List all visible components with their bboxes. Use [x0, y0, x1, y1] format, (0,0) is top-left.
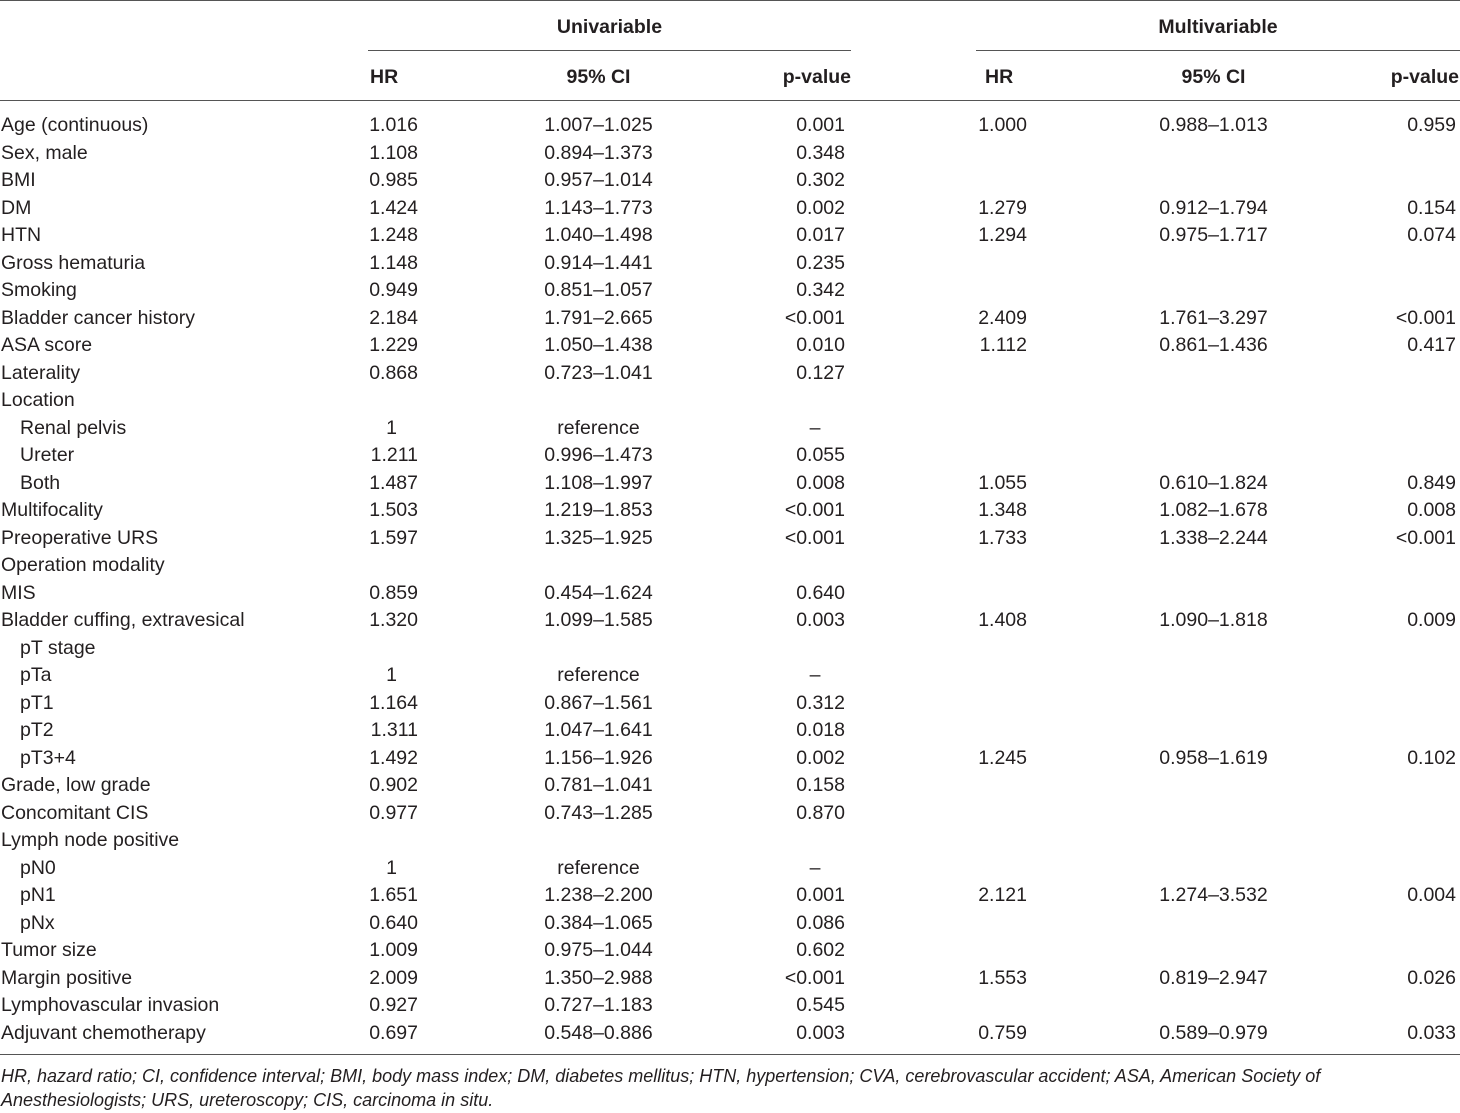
table-row	[0, 690, 1460, 718]
multivariable-ci-cell: 0.819–2.947	[1159, 966, 1268, 989]
univariable-hr-cell: 1.424	[369, 196, 418, 219]
univariable-pvalue-cell: 0.348	[796, 141, 845, 164]
univariable-pvalue-cell: 0.002	[796, 196, 845, 219]
univariable-ci-cell: 1.791–2.665	[544, 306, 653, 329]
univariable-hr-cell: 0.949	[369, 279, 418, 301]
univariable-hr-cell: 1.108	[369, 141, 418, 164]
multivariable-hr-cell: 1.055	[978, 471, 1027, 494]
row-label: ASA score	[1, 334, 93, 356]
multivariable-pvalue-cell: 0.033	[1407, 1021, 1456, 1044]
multivariable-pvalue-cell: <0.001	[1395, 526, 1456, 549]
multivariable-pvalue-cell: 0.026	[1407, 966, 1456, 989]
row-label: Bladder cancer history	[1, 306, 196, 329]
table-row	[0, 305, 1460, 333]
header-bottom-rule	[0, 100, 1460, 101]
univariable-pvalue-cell: 0.545	[796, 994, 845, 1016]
univariable-ci-cell: 0.781–1.041	[544, 774, 653, 796]
multivariable-pvalue-cell: 0.009	[1407, 609, 1456, 631]
univariable-hr-cell: 1.248	[369, 224, 418, 246]
row-label: Grade, low grade	[1, 774, 151, 796]
row-label: pT1	[20, 691, 54, 714]
table-row	[0, 112, 1460, 140]
univariable-hr-cell: 1.487	[369, 471, 418, 494]
multivariable-hr-cell: 1.112	[979, 334, 1027, 356]
table-row	[0, 332, 1460, 360]
multivariable-group-rule	[976, 50, 1460, 51]
univariable-pvalue-cell: 0.086	[796, 911, 845, 934]
row-label: pT2	[20, 719, 54, 741]
univariable-pvalue-cell: 0.235	[796, 251, 845, 274]
table-row	[0, 882, 1460, 910]
table-row	[0, 965, 1460, 993]
univariable-pvalue-cell: 0.602	[796, 939, 845, 961]
table-row	[0, 745, 1460, 773]
table-row	[0, 992, 1460, 1020]
univariable-ci-cell: 1.007–1.025	[544, 114, 653, 136]
univariable-ci-cell: 1.238–2.200	[544, 884, 653, 906]
univariable-hr-cell: 1.016	[369, 114, 418, 136]
multivariable-ci-cell: 0.912–1.794	[1159, 196, 1268, 219]
multivariable-hr-cell: 1.000	[978, 114, 1027, 136]
table-row	[0, 800, 1460, 828]
univariable-hr-cell: 1.651	[369, 884, 418, 906]
univariable-pvalue-cell: 0.640	[796, 581, 845, 604]
multivariable-ci-cell: 1.090–1.818	[1159, 609, 1268, 631]
univariable-ci-cell: 1.350–2.988	[544, 966, 653, 989]
multivariable-pvalue-cell: 0.849	[1407, 471, 1456, 494]
univariable-hr-cell: 1	[386, 664, 397, 686]
univariable-pvalue-cell: 0.018	[796, 719, 845, 741]
univariable-hr-cell: 1.148	[369, 251, 418, 274]
univariable-hr-cell: 1	[386, 416, 397, 439]
row-label: pN0	[20, 856, 56, 879]
univariable-ci-cell: 0.867–1.561	[544, 691, 653, 714]
univariable-ci-cell: 1.099–1.585	[544, 609, 653, 631]
univariable-ci-cell: 0.851–1.057	[544, 279, 653, 301]
univariable-pvalue-cell: –	[809, 416, 821, 439]
multivariable-ci-cell: 0.589–0.979	[1159, 1021, 1268, 1044]
table-row	[0, 442, 1460, 470]
table-row	[0, 470, 1460, 498]
univariable-ci-cell: 0.384–1.065	[544, 911, 653, 934]
row-label: Lymph node positive	[1, 829, 180, 851]
table-row	[0, 250, 1460, 278]
multivariable-ci-cell: 1.338–2.244	[1159, 526, 1268, 549]
row-label: pTa	[20, 664, 52, 686]
multivariable-hr-cell: 0.759	[978, 1021, 1027, 1044]
univariable-hr-cell: 0.902	[369, 774, 418, 796]
univariable-pvalue-cell: 0.127	[796, 361, 845, 384]
row-label: MIS	[1, 581, 36, 604]
table-body	[0, 112, 1460, 1047]
multivariable-hr-cell: 1.294	[978, 224, 1027, 246]
row-label: Smoking	[1, 279, 77, 301]
table-row	[0, 497, 1460, 525]
univariable-hr-cell: 1.164	[369, 691, 418, 714]
table-row	[0, 525, 1460, 553]
table-row	[0, 277, 1460, 305]
univariable-group-rule	[368, 50, 851, 51]
univariable-ci-cell: 1.219–1.853	[544, 499, 653, 521]
univariable-ci-cell: reference	[557, 856, 640, 879]
row-label: DM	[1, 196, 32, 219]
multivariable-ci-cell: 0.861–1.436	[1159, 334, 1268, 356]
univariable-pvalue-cell: 0.158	[796, 774, 845, 796]
row-label: Operation modality	[1, 554, 165, 576]
table-row	[0, 827, 1460, 855]
univariable-pvalue-cell: 0.001	[796, 114, 845, 136]
univariable-ci-cell: 0.996–1.473	[544, 444, 653, 466]
univariable-pvalue-cell: –	[809, 856, 821, 879]
univariable-ci-cell: 0.894–1.373	[544, 141, 653, 164]
univariable-ci-cell: 1.108–1.997	[544, 471, 653, 494]
univariable-pvalue-cell: 0.017	[796, 224, 845, 246]
multivariable-hr-cell: 1.348	[978, 499, 1027, 521]
univariable-pvalue-cell: 0.312	[796, 691, 845, 714]
table-row	[0, 552, 1460, 580]
univariable-ci-cell: 0.723–1.041	[544, 361, 653, 384]
multivariable-pvalue-cell: 0.959	[1407, 114, 1456, 136]
univariable-pvalue-cell: 0.003	[796, 1021, 845, 1044]
multivariable-ci-cell: 1.274–3.532	[1159, 884, 1268, 906]
row-label: pT stage	[20, 636, 96, 659]
multivariable-hr-cell: 2.409	[978, 306, 1027, 329]
multivariable-pvalue-cell: 0.102	[1407, 746, 1456, 769]
univariable-hr-cell: 0.859	[369, 581, 418, 604]
row-label: Bladder cuffing, extravesical	[1, 609, 245, 631]
row-label: Both	[20, 471, 61, 494]
table-row	[0, 222, 1460, 250]
table-row	[0, 635, 1460, 663]
table-row	[0, 717, 1460, 745]
table-footnote: HR, hazard ratio; CI, confidence interval; BMI, body mass index; DM, diabetes mellitus; HTN, hypertension; CVA, cerebrovascular accident; ASA, American Society of Anesthesiologists; URS, ureteroscopy; CIS, carcinoma in situ.	[1, 1066, 1321, 1110]
univariable-ci-cell: 1.050–1.438	[544, 334, 653, 356]
row-label: BMI	[1, 169, 36, 191]
univariable-hr-cell: 1.229	[369, 334, 418, 356]
table-row	[0, 360, 1460, 388]
row-label: HTN	[1, 224, 42, 246]
multivariable-hr-cell: 1.733	[978, 526, 1027, 549]
univariable-ci-cell: 0.975–1.044	[544, 939, 653, 961]
univariable-ci-cell: 1.325–1.925	[544, 526, 653, 549]
table-row	[0, 662, 1460, 690]
table-row	[0, 387, 1460, 415]
row-label: Tumor size	[1, 939, 97, 961]
multivariable-ci-cell: 0.975–1.717	[1159, 224, 1268, 246]
multivariable-hr-cell: 1.553	[978, 966, 1027, 989]
univariable-hr-cell: 1.503	[369, 499, 418, 521]
univariable-hr-cell: 1	[386, 856, 397, 879]
table-row	[0, 1020, 1460, 1048]
row-label: Gross hematuria	[1, 251, 146, 274]
multivariable-pvalue-cell: 0.004	[1407, 884, 1456, 906]
col-header-univariable-pvalue: p-value	[782, 66, 851, 88]
table-row	[0, 772, 1460, 800]
univariable-hr-cell: 0.927	[369, 994, 418, 1016]
univariable-hr-cell: 0.977	[369, 801, 418, 824]
univariable-ci-cell: 0.727–1.183	[544, 994, 653, 1016]
col-header-univariable-hr: HR	[370, 66, 399, 88]
univariable-ci-cell: 1.156–1.926	[544, 746, 653, 769]
row-label: Renal pelvis	[20, 416, 127, 439]
row-label: Multifocality	[1, 499, 103, 521]
multivariable-ci-cell: 0.958–1.619	[1159, 746, 1268, 769]
univariable-pvalue-cell: 0.870	[796, 801, 845, 824]
univariable-pvalue-cell: 0.003	[796, 609, 845, 631]
univariable-hr-cell: 1.320	[369, 609, 418, 631]
row-label: pT3+4	[20, 746, 76, 769]
multivariable-hr-cell: 1.408	[978, 609, 1027, 631]
univariable-pvalue-cell: 0.001	[796, 884, 845, 906]
univariable-hr-cell: 1.492	[369, 746, 418, 769]
multivariable-hr-cell: 1.245	[978, 746, 1027, 769]
table-row	[0, 167, 1460, 195]
row-label: Concomitant CIS	[1, 801, 149, 824]
multivariable-hr-cell: 2.121	[978, 884, 1027, 906]
row-label: Lymphovascular invasion	[1, 994, 220, 1016]
univariable-hr-cell: 2.184	[369, 306, 418, 329]
univariable-pvalue-cell: 0.342	[796, 279, 845, 301]
univariable-pvalue-cell: –	[809, 664, 821, 686]
col-header-univariable-ci: 95% CI	[566, 66, 631, 88]
univariable-hr-cell: 0.985	[369, 169, 418, 191]
multivariable-hr-cell: 1.279	[978, 196, 1027, 219]
univariable-ci-cell: 1.040–1.498	[544, 224, 653, 246]
univariable-hr-cell: 1.009	[369, 939, 418, 961]
univariable-pvalue-cell: <0.001	[784, 526, 845, 549]
col-header-multivariable-ci: 95% CI	[1181, 66, 1246, 88]
multivariable-ci-cell: 0.988–1.013	[1159, 114, 1268, 136]
multivariable-pvalue-cell: 0.417	[1407, 334, 1456, 356]
univariable-ci-cell: 0.548–0.886	[544, 1021, 653, 1044]
univariable-ci-cell: 0.743–1.285	[544, 801, 653, 824]
univariable-pvalue-cell: 0.302	[796, 169, 845, 191]
univariable-hr-cell: 2.009	[369, 966, 418, 989]
table-row	[0, 937, 1460, 965]
univariable-ci-cell: 0.914–1.441	[544, 251, 653, 274]
univariable-ci-cell: 1.143–1.773	[544, 196, 653, 219]
table-top-rule	[0, 0, 1460, 1]
univariable-hr-cell: 0.640	[369, 911, 418, 934]
table-bottom-rule	[0, 1054, 1460, 1055]
univariable-pvalue-cell: 0.010	[796, 334, 845, 356]
univariable-pvalue-cell: <0.001	[784, 966, 845, 989]
row-label: Sex, male	[1, 141, 88, 164]
univariable-group-header: Univariable	[556, 16, 663, 38]
univariable-hr-cell: 0.697	[369, 1021, 418, 1044]
univariable-pvalue-cell: 0.055	[796, 444, 845, 466]
col-header-multivariable-hr: HR	[985, 66, 1014, 88]
table-row	[0, 910, 1460, 938]
row-label: pNx	[20, 911, 55, 934]
table-row	[0, 607, 1460, 635]
row-label: Laterality	[1, 361, 81, 384]
univariable-hr-cell: 0.868	[369, 361, 418, 384]
multivariable-pvalue-cell: <0.001	[1395, 306, 1456, 329]
univariable-ci-cell: 1.047–1.641	[544, 719, 653, 741]
univariable-ci-cell: reference	[557, 664, 640, 686]
univariable-pvalue-cell: <0.001	[784, 306, 845, 329]
row-label: Adjuvant chemotherapy	[1, 1021, 206, 1044]
row-label: Age (continuous)	[1, 114, 149, 136]
univariable-pvalue-cell: <0.001	[784, 499, 845, 521]
row-label: Preoperative URS	[1, 526, 159, 549]
univariable-hr-cell: 1.311	[370, 719, 418, 741]
table-row	[0, 415, 1460, 443]
univariable-pvalue-cell: 0.008	[796, 471, 845, 494]
table-row	[0, 580, 1460, 608]
multivariable-pvalue-cell: 0.074	[1407, 224, 1456, 246]
row-label: Ureter	[20, 444, 75, 466]
multivariable-ci-cell: 1.082–1.678	[1159, 499, 1268, 521]
row-label: Location	[1, 389, 75, 411]
col-header-multivariable-pvalue: p-value	[1390, 66, 1459, 88]
univariable-ci-cell: 0.957–1.014	[544, 169, 653, 191]
table-row	[0, 195, 1460, 223]
univariable-hr-cell: 1.211	[370, 444, 418, 466]
univariable-ci-cell: reference	[557, 416, 640, 439]
multivariable-ci-cell: 1.761–3.297	[1159, 306, 1268, 329]
table-row	[0, 855, 1460, 883]
multivariable-pvalue-cell: 0.008	[1407, 499, 1456, 521]
multivariable-pvalue-cell: 0.154	[1407, 196, 1456, 219]
univariable-hr-cell: 1.597	[369, 526, 418, 549]
table-row	[0, 140, 1460, 168]
row-label: pN1	[20, 884, 56, 906]
univariable-pvalue-cell: 0.002	[796, 746, 845, 769]
univariable-ci-cell: 0.454–1.624	[544, 581, 653, 604]
multivariable-ci-cell: 0.610–1.824	[1159, 471, 1268, 494]
multivariable-group-header: Multivariable	[1158, 16, 1278, 38]
row-label: Margin positive	[1, 966, 133, 989]
